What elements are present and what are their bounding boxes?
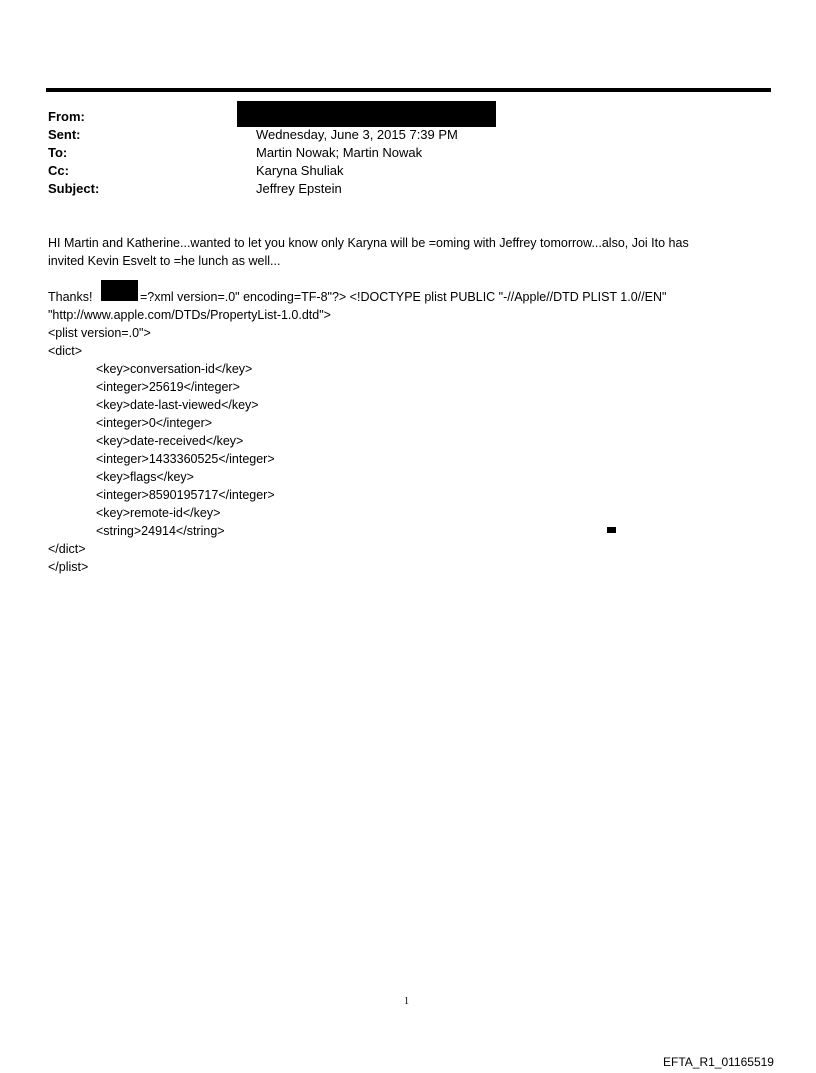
cc-value: Karyna Shuliak [256,163,344,178]
plist-entry: <key>flags</key> [96,470,194,484]
sent-label: Sent: [48,127,81,142]
plist-close: </plist> [48,560,89,574]
document-id: EFTA_R1_01165519 [663,1055,774,1069]
cc-label: Cc: [48,163,69,178]
xml-header-line-1: =?xml version=.0" encoding=TF-8"?> <!DOCTYPE plist PUBLIC "-//Apple//DTD PLIST 1.0//EN" [140,290,667,304]
plist-entry: <integer>8590195717</integer> [96,488,275,502]
body-paragraph-line-1: HI Martin and Katherine...wanted to let you know only Karyna will be =oming with Jeffrey tomorrow...also, Joi Ito has [48,236,689,250]
body-paragraph-line-2: invited Kevin Esvelt to =he lunch as well... [48,254,281,268]
plist-entry: <key>date-last-viewed</key> [96,398,259,412]
plist-entry: <string>24914</string> [96,524,225,538]
plist-entry: <integer>1433360525</integer> [96,452,275,466]
plist-entry: <integer>25619</integer> [96,380,240,394]
small-redaction [607,527,616,533]
from-redaction [237,101,496,127]
to-value: Martin Nowak; Martin Nowak [256,145,423,160]
xml-header-line-2: "http://www.apple.com/DTDs/PropertyList-1.0.dtd"> [48,308,331,322]
plist-entry: <key>remote-id</key> [96,506,221,520]
page-number: 1 [404,996,409,1007]
plist-entry: <key>date-received</key> [96,434,244,448]
plist-entry: <integer>0</integer> [96,416,213,430]
subject-value: Jeffrey Epstein [256,181,342,196]
sent-value: Wednesday, June 3, 2015 7:39 PM [256,127,458,142]
dict-close: </dict> [48,542,86,556]
subject-label: Subject: [48,181,100,196]
plist-open: <plist version=.0"> [48,326,151,340]
from-label: From: [48,109,85,124]
header-rule [46,88,771,92]
thanks-text: Thanks! [48,290,93,304]
signature-redaction [101,280,138,301]
to-label: To: [48,145,68,160]
dict-open: <dict> [48,344,83,358]
plist-entry: <key>conversation-id</key> [96,362,253,376]
